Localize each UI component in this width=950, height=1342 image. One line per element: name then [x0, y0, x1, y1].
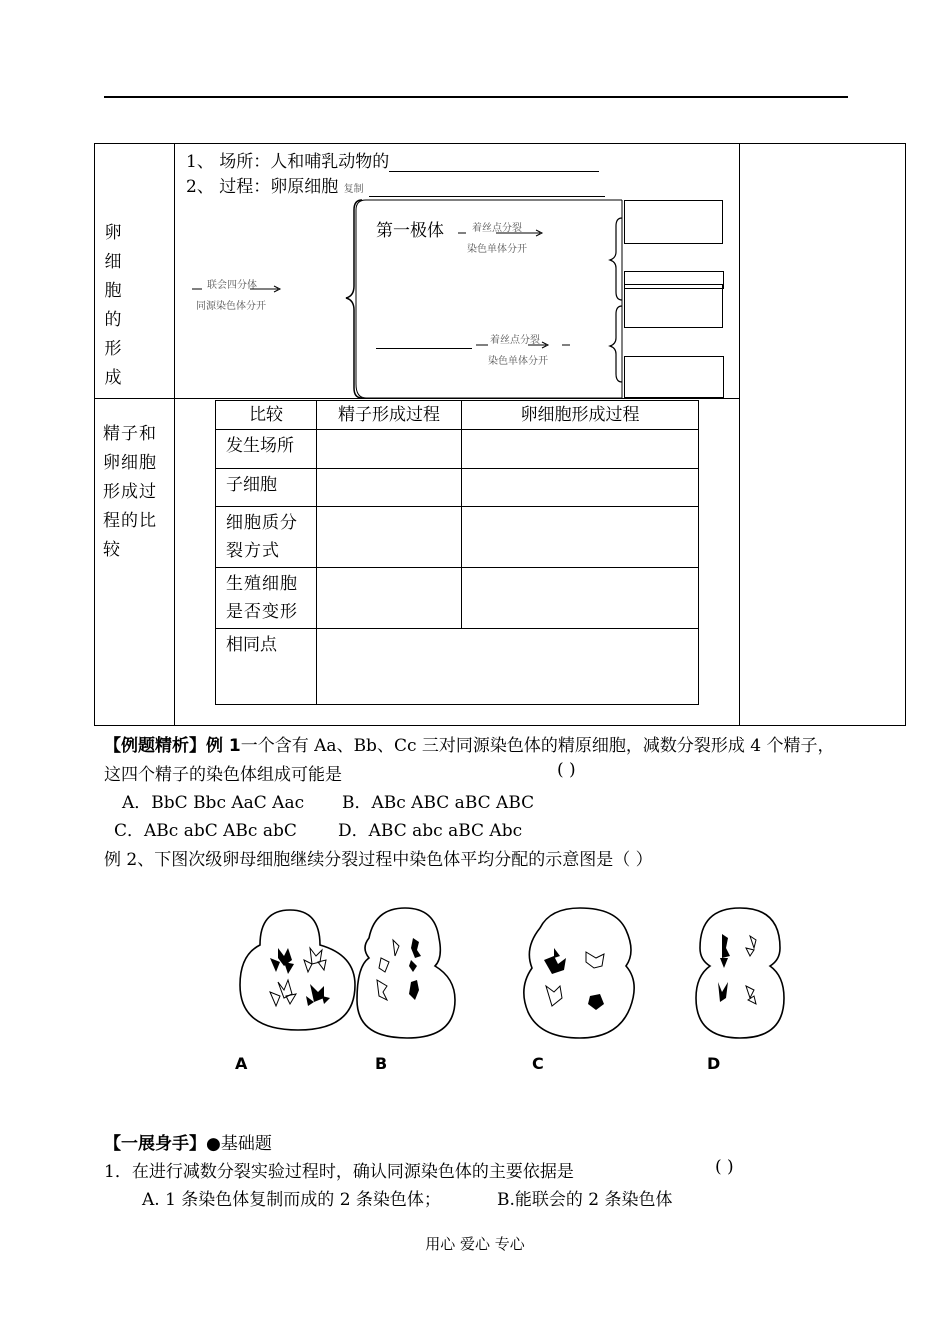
row-label: 生殖细胞是否变形 [216, 568, 317, 629]
header-sperm: 精子形成过程 [317, 401, 462, 430]
table-row [216, 507, 699, 568]
table-row [216, 469, 699, 507]
example1-stem: 【例题精析】例 1一个含有 Aa、Bb、Cc 三对同源染色体的精原细胞，减数分裂形成 4 个精子， [104, 736, 835, 756]
table-header-row [216, 401, 699, 430]
arrow-label-top-3: 着丝点分裂 [490, 335, 540, 346]
cell-common[interactable] [317, 629, 699, 705]
cell-label-a[interactable]: A [235, 1054, 248, 1073]
cell-label-b[interactable]: B [375, 1054, 388, 1073]
cell-c [524, 908, 634, 1038]
row-label: 发生场所 [216, 430, 317, 469]
comparison-label: 精子和 卵细胞 形成过 程的比 较 [103, 424, 157, 560]
arrow-2 [190, 280, 286, 294]
arrow-label-bottom-2: 同源染色体分开 [196, 301, 266, 312]
example1-option-d[interactable]: D．ABC abc aBC Abc [338, 821, 523, 841]
answer-box-3[interactable] [624, 356, 724, 398]
oocyte-formation-label: 卵 细 胞 的 形 成 [104, 223, 122, 388]
answer-box-2[interactable] [624, 284, 723, 328]
answer-box-1[interactable] [624, 200, 723, 244]
cell-label-c[interactable]: C [532, 1054, 544, 1073]
bracket-lines [352, 196, 628, 402]
col-divider-2 [739, 143, 740, 726]
arrow-label-bottom-1: 染色单体分开 [467, 244, 527, 255]
example1-option-b[interactable]: B．ABc ABC aBC ABC [342, 793, 535, 813]
row-label: 细胞质分裂方式 [216, 507, 317, 568]
cell-label-d[interactable]: D [707, 1054, 721, 1073]
arrow-label-bottom-3: 染色单体分开 [488, 356, 548, 367]
footer: 用心 爱心 专心 [425, 1235, 525, 1253]
cell-sperm[interactable] [317, 469, 462, 507]
right-braces [606, 214, 626, 384]
cell-a [240, 910, 355, 1030]
table-row [216, 568, 699, 629]
cell-division-figure [180, 900, 820, 1080]
practice-q1-option-a[interactable]: A. 1 条染色体复制而成的 2 条染色体； [142, 1190, 441, 1210]
cell-sperm[interactable] [317, 430, 462, 469]
cell-d [696, 908, 784, 1038]
example1-option-c[interactable]: C．ABc abC ABc abC [114, 821, 297, 841]
cell-b [357, 908, 455, 1038]
practice-q1-paren: ( ) [715, 1157, 734, 1177]
comparison-table [215, 400, 699, 705]
practice-heading: 【一展身手】●基础题 [104, 1134, 272, 1154]
cell-sperm[interactable] [317, 507, 462, 568]
replicate-label: 复制 [343, 184, 364, 195]
practice-q1-option-b[interactable]: B.能联会的 2 条染色体 [497, 1190, 673, 1210]
cell-egg[interactable] [462, 430, 699, 469]
example1-paren: ( ) [557, 760, 576, 780]
arrow-label-top-1: 着丝点分裂 [472, 223, 522, 234]
row-label: 子细胞 [216, 469, 317, 507]
table-row [216, 430, 699, 469]
header-rule [104, 96, 848, 98]
example1-stem2: 这四个精子的染色体组成可能是 [104, 765, 342, 785]
item-process: 2、 过程：卵原细胞 复制 [186, 172, 605, 197]
cell-egg[interactable] [462, 507, 699, 568]
row-label: 相同点 [216, 629, 317, 705]
header-compare: 比较 [216, 401, 317, 430]
col-divider-1 [174, 143, 175, 726]
example1-option-a[interactable]: A．BbC Bbc AaC Aac [122, 793, 305, 813]
practice-q1: 1．在进行减数分裂实验过程时，确认同源染色体的主要依据是 [104, 1162, 574, 1182]
cell-egg[interactable] [462, 568, 699, 629]
cell-egg[interactable] [462, 469, 699, 507]
first-polar-body: 第一极体 [376, 221, 444, 241]
header-egg: 卵细胞形成过程 [462, 401, 699, 430]
item-location: 1、 场所：人和哺乳动物的 [186, 147, 599, 172]
table-row [216, 629, 699, 705]
arrow-label-top-2: 联会四分体 [207, 280, 257, 291]
example2-stem: 例 2、下图次级卵母细胞继续分裂过程中染色体平均分配的示意图是（ ） [104, 850, 653, 870]
cell-sperm[interactable] [317, 568, 462, 629]
